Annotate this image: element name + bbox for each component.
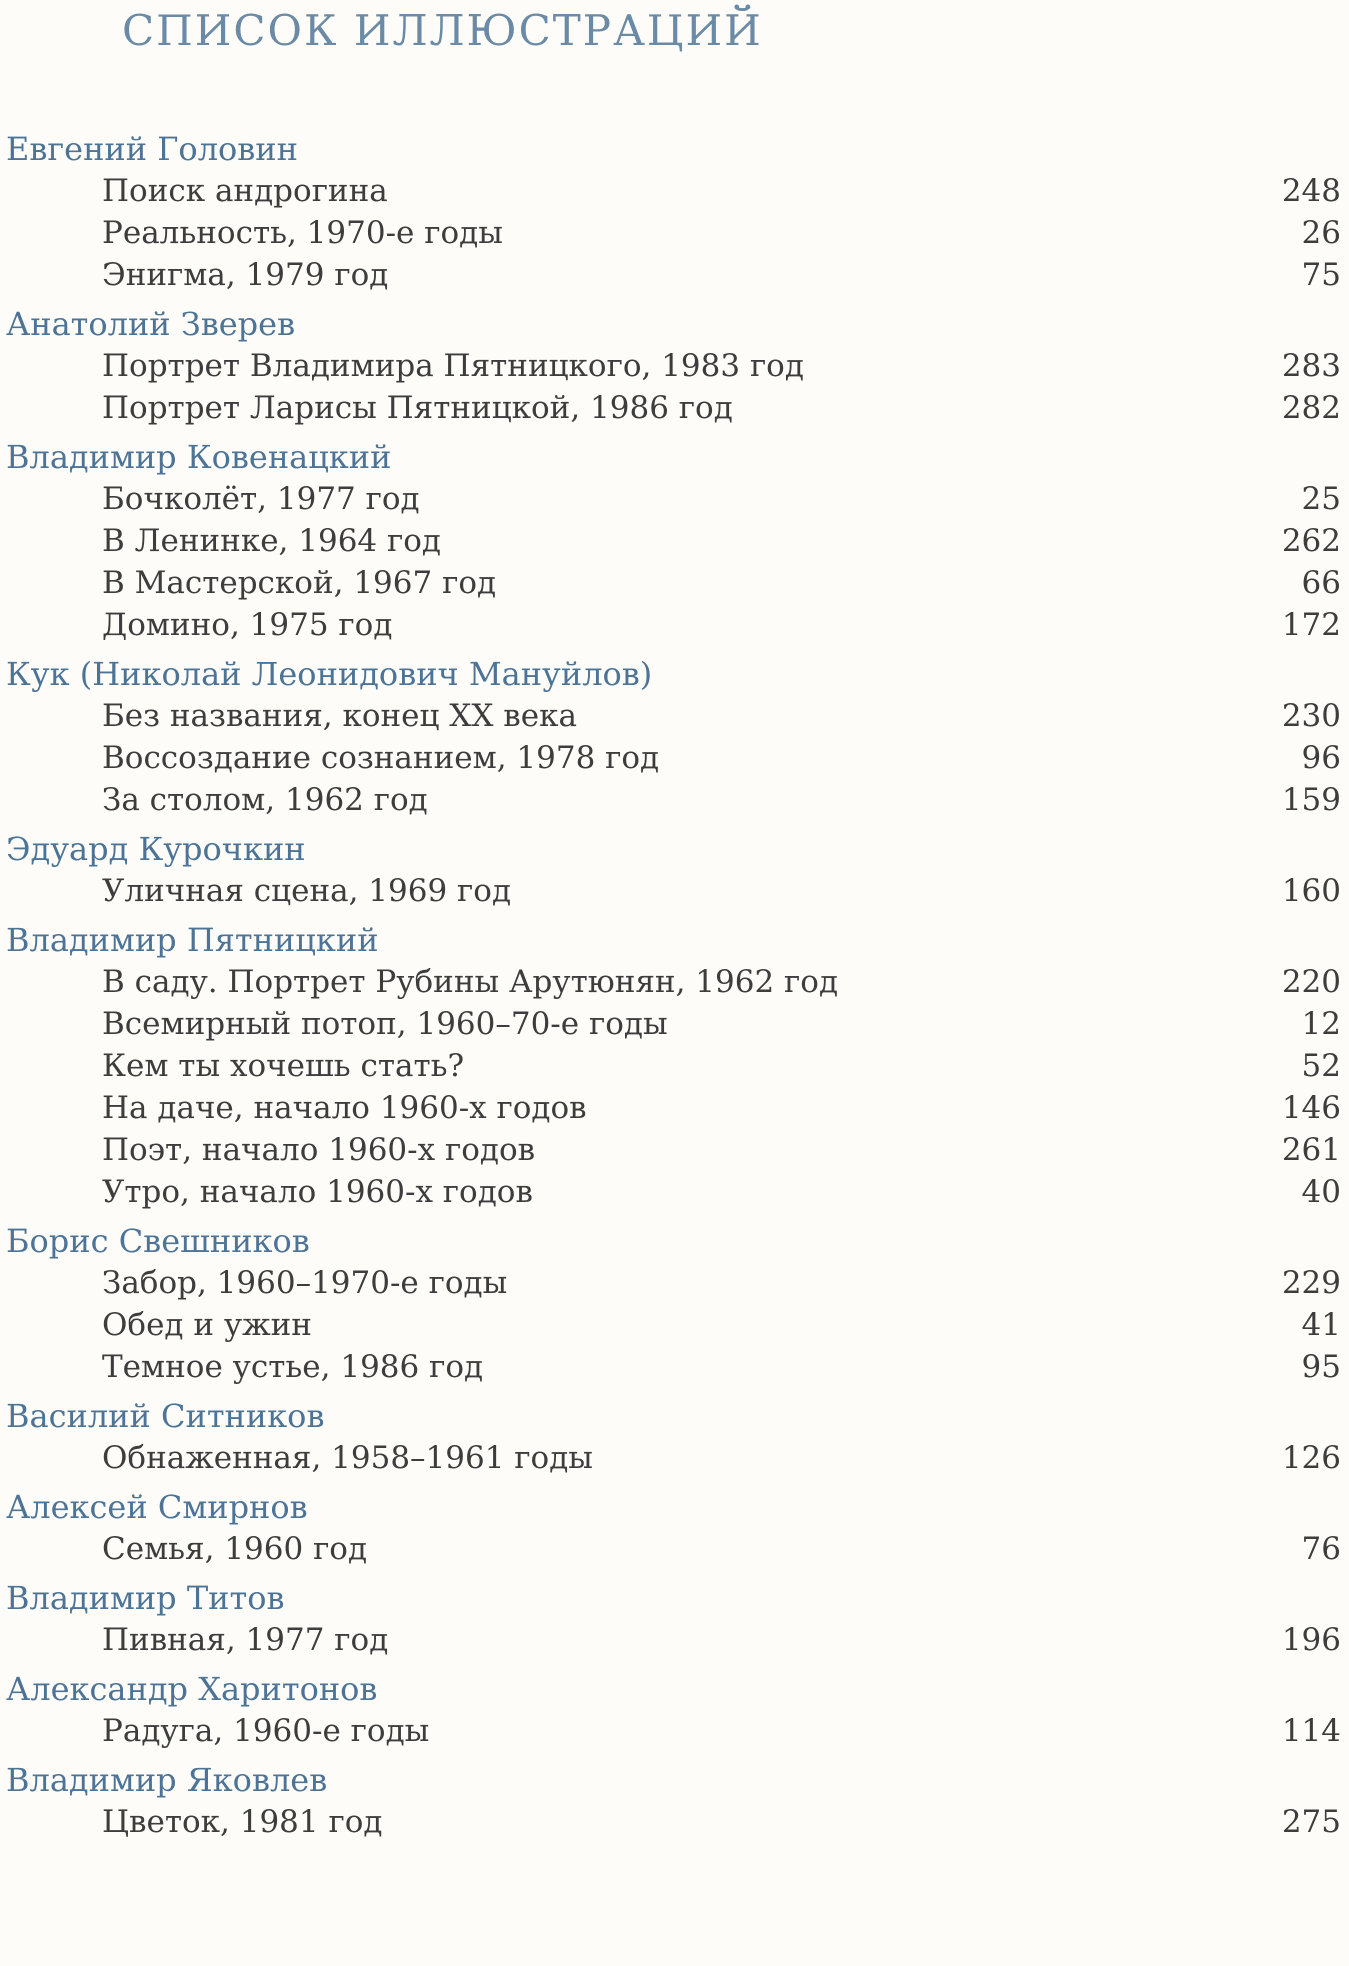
work-title: Пивная, 1977 год xyxy=(102,1622,389,1658)
page-number: 12 xyxy=(1301,1006,1341,1042)
work-entry xyxy=(0,1171,1349,1213)
page-number: 146 xyxy=(1281,1090,1341,1126)
artist-name: Евгений Головин xyxy=(6,130,298,168)
work-title: В Ленинке, 1964 год xyxy=(102,523,442,559)
page-number: 159 xyxy=(1281,782,1341,818)
page-number: 41 xyxy=(1301,1307,1341,1343)
page-number: 196 xyxy=(1281,1622,1341,1658)
page-number: 126 xyxy=(1281,1440,1341,1476)
work-entry xyxy=(0,478,1349,520)
work-entry xyxy=(0,1710,1349,1752)
artist-name: Василий Ситников xyxy=(6,1397,325,1435)
work-title: Кем ты хочешь стать? xyxy=(102,1048,465,1084)
page-number: 66 xyxy=(1301,565,1341,601)
artist-group xyxy=(0,1395,1349,1479)
work-title: Забор, 1960–1970-е годы xyxy=(102,1265,508,1301)
page-number: 52 xyxy=(1301,1048,1341,1084)
work-entry xyxy=(0,779,1349,821)
work-title: Портрет Ларисы Пятницкой, 1986 год xyxy=(102,390,733,426)
work-title: Домино, 1975 год xyxy=(102,607,393,643)
work-entry xyxy=(0,1801,1349,1843)
work-title: На даче, начало 1960-х годов xyxy=(102,1090,587,1126)
work-title: Всемирный потоп, 1960–70-е годы xyxy=(102,1006,668,1042)
work-entry xyxy=(0,695,1349,737)
page-number: 160 xyxy=(1281,873,1341,909)
artist-group xyxy=(0,919,1349,1213)
artist-name: Владимир Ковенацкий xyxy=(6,438,392,476)
page-number: 76 xyxy=(1301,1531,1341,1567)
artist-group xyxy=(0,1486,1349,1570)
artist-group xyxy=(0,1220,1349,1388)
page-number: 95 xyxy=(1301,1349,1341,1385)
page-number: 25 xyxy=(1301,481,1341,517)
page-number: 114 xyxy=(1281,1713,1341,1749)
page-number: 248 xyxy=(1281,173,1341,209)
work-entry xyxy=(0,1129,1349,1171)
work-title: Бочколёт, 1977 год xyxy=(102,481,420,517)
work-title: В саду. Портрет Рубины Арутюнян, 1962 год xyxy=(102,964,839,1000)
work-entry xyxy=(0,254,1349,296)
work-entry xyxy=(0,170,1349,212)
work-entry xyxy=(0,520,1349,562)
work-title: Семья, 1960 год xyxy=(102,1531,368,1567)
artist-name: Кук (Николай Леонидович Мануйлов) xyxy=(6,655,653,693)
work-entry xyxy=(0,961,1349,1003)
work-title: Радуга, 1960-е годы xyxy=(102,1713,430,1749)
page-number: 26 xyxy=(1301,215,1341,251)
page-number: 172 xyxy=(1281,607,1341,643)
work-entry xyxy=(0,345,1349,387)
work-entry xyxy=(0,1619,1349,1661)
page-number: 283 xyxy=(1281,348,1341,384)
work-entry xyxy=(0,1087,1349,1129)
work-entry xyxy=(0,1528,1349,1570)
artist-name: Александр Харитонов xyxy=(6,1670,378,1708)
work-entry xyxy=(0,212,1349,254)
page-number: 282 xyxy=(1281,390,1341,426)
page-number: 275 xyxy=(1281,1804,1341,1840)
artist-name: Анатолий Зверев xyxy=(6,305,296,343)
work-title: Утро, начало 1960-х годов xyxy=(102,1174,533,1210)
artist-group xyxy=(0,1759,1349,1843)
work-entry xyxy=(0,604,1349,646)
work-title: Реальность, 1970-е годы xyxy=(102,215,503,251)
page-number: 75 xyxy=(1301,257,1341,293)
work-title: Темное устье, 1986 год xyxy=(102,1349,484,1385)
work-title: Без названия, конец XX века xyxy=(102,698,577,734)
work-title: Воссоздание сознанием, 1978 год xyxy=(102,740,660,776)
page-title: СПИСОК ИЛЛЮСТРАЦИЙ xyxy=(122,6,763,55)
work-title: Энигма, 1979 год xyxy=(102,257,389,293)
artist-group xyxy=(0,128,1349,296)
artist-name: Владимир Пятницкий xyxy=(6,921,379,959)
work-title: Обед и ужин xyxy=(102,1307,312,1343)
work-title: За столом, 1962 год xyxy=(102,782,428,818)
work-title: В Мастерской, 1967 год xyxy=(102,565,497,601)
artist-group xyxy=(0,828,1349,912)
work-title: Цветок, 1981 год xyxy=(102,1804,383,1840)
work-entry xyxy=(0,1437,1349,1479)
artist-group xyxy=(0,1577,1349,1661)
work-title: Обнаженная, 1958–1961 годы xyxy=(102,1440,593,1476)
artist-name: Борис Свешников xyxy=(6,1222,310,1260)
artist-name: Эдуард Курочкин xyxy=(6,830,306,868)
artist-name: Владимир Яковлев xyxy=(6,1761,328,1799)
work-entry xyxy=(0,737,1349,779)
work-title: Портрет Владимира Пятницкого, 1983 год xyxy=(102,348,804,384)
page-number: 40 xyxy=(1301,1174,1341,1210)
work-title: Поэт, начало 1960-х годов xyxy=(102,1132,536,1168)
work-entry xyxy=(0,1304,1349,1346)
page-number: 230 xyxy=(1281,698,1341,734)
work-entry xyxy=(0,1045,1349,1087)
artist-name: Алексей Смирнов xyxy=(6,1488,308,1526)
artist-name: Владимир Титов xyxy=(6,1579,285,1617)
page-number: 262 xyxy=(1281,523,1341,559)
work-entry xyxy=(0,1346,1349,1388)
work-entry xyxy=(0,1262,1349,1304)
work-entry xyxy=(0,562,1349,604)
page-number: 220 xyxy=(1281,964,1341,1000)
work-entry xyxy=(0,1003,1349,1045)
work-entry xyxy=(0,387,1349,429)
artist-group xyxy=(0,436,1349,646)
work-entry xyxy=(0,870,1349,912)
artist-group xyxy=(0,653,1349,821)
artist-group xyxy=(0,303,1349,429)
page-number: 261 xyxy=(1281,1132,1341,1168)
illustration-list xyxy=(0,128,1349,1850)
work-title: Уличная сцена, 1969 год xyxy=(102,873,512,909)
work-title: Поиск андрогина xyxy=(102,173,388,209)
page-number: 229 xyxy=(1281,1265,1341,1301)
page-number: 96 xyxy=(1301,740,1341,776)
artist-group xyxy=(0,1668,1349,1752)
